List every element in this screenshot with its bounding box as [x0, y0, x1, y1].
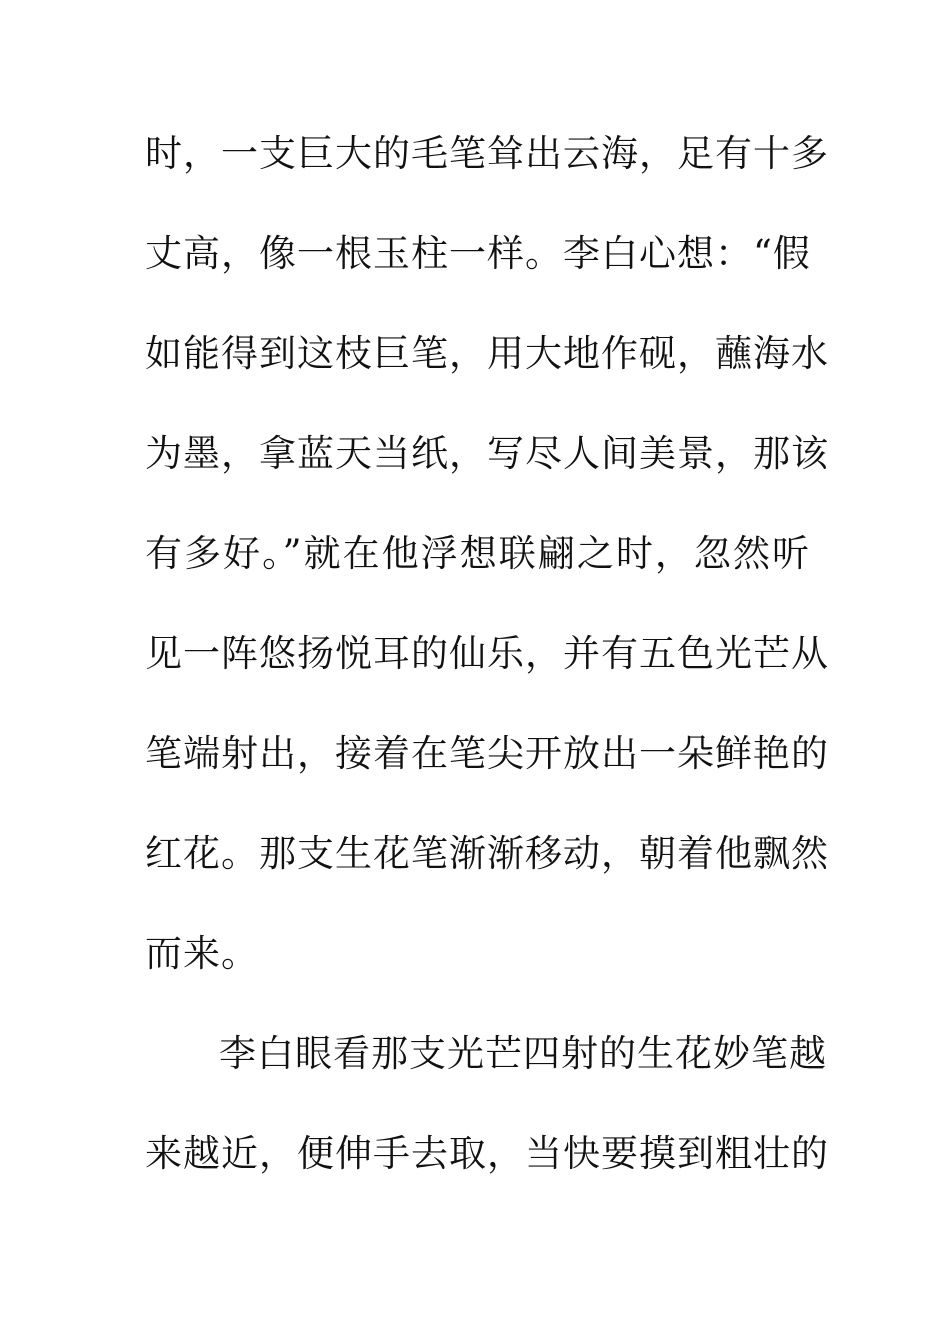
text-line: 见一阵悠扬悦耳的仙乐，并有五色光芒从: [145, 632, 829, 675]
text-line: 有多好。”就在他浮想联翩之时，忽然听: [145, 532, 810, 575]
body-text: [145, 118, 829, 1218]
text-line: 笔端射出，接着在笔尖开放出一朵鲜艳的: [145, 732, 829, 775]
text-line: 为墨，拿蓝天当纸，写尽人间美景，那该: [145, 432, 829, 475]
text-line: 而来。: [145, 932, 259, 975]
paragraph-1: [145, 118, 829, 1018]
text-line: 时，一支巨大的毛笔耸出云海，足有十多: [145, 132, 829, 175]
text-line: 丈高，像一根玉柱一样。李白心想：“假: [145, 232, 811, 275]
paragraph-2: [145, 1018, 829, 1218]
text-line: 红花。那支生花笔渐渐移动，朝着他飘然: [145, 832, 829, 875]
text-line: 来越近，便伸手去取，当快要摸到粗壮的: [145, 1132, 829, 1175]
text-line: 如能得到这枝巨笔，用大地作砚，蘸海水: [145, 332, 829, 375]
text-line: 李白眼看那支光芒四射的生花妙笔越: [219, 1032, 827, 1075]
